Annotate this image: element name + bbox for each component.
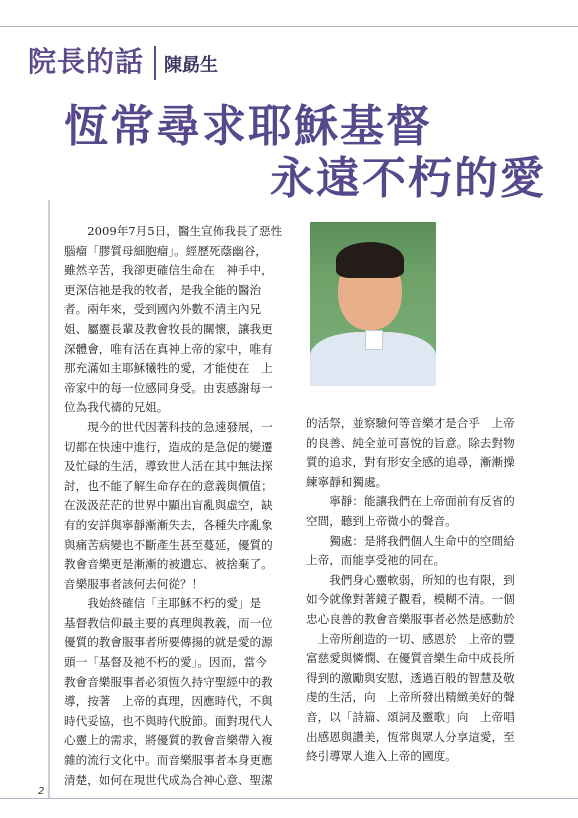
bottom-rule xyxy=(0,798,578,799)
header-divider xyxy=(154,46,156,80)
text-line: 得到的激勵與安慰，透過百般的智慧及敬 xyxy=(306,670,515,685)
text-line: 音樂服事者該何去何從？！ xyxy=(64,576,204,591)
paragraph-5 xyxy=(306,492,530,531)
article-title-line-1: 恆常尋求耶穌基督 xyxy=(64,101,432,152)
text-line: 富慈愛與憐憫、在優質音樂生命中成長所 xyxy=(306,651,515,666)
paragraph-1 xyxy=(64,222,292,418)
text-line: 更深信祂是我的牧者，是我全能的醫治 xyxy=(64,282,262,297)
text-line: 2009年7月5日，醫生宣佈我長了惡性 xyxy=(87,224,283,238)
article-column-right xyxy=(306,414,530,767)
text-line: 討，也不能了解生命存在的意義與價值； xyxy=(64,478,273,493)
text-line: 導，按著 上帝的真理，因應時代，不與 xyxy=(64,694,273,709)
text-line: 有的安詳與寧靜漸漸失去，各種失序亂象 xyxy=(64,517,273,532)
paragraph-4 xyxy=(306,414,530,492)
text-line: 教會音樂服事者必須恆久持守聖經中的教 xyxy=(64,674,273,689)
text-line: 我始終確信「主耶穌不朽的愛」是 xyxy=(87,596,262,611)
text-line: 基督教信仰最主要的真理與教義，而一位 xyxy=(64,615,273,630)
text-line: 寧靜：能讓我們在上帝面前有反省的 xyxy=(329,494,515,509)
text-line: 心靈上的需求，將優質的教會音樂帶入複 xyxy=(64,733,273,748)
text-line: 雖然辛苦，我卻更確信生命在 神手中， xyxy=(64,263,273,278)
text-line: 音，以「詩篇、頌詞及靈歌」向 上帝唱 xyxy=(306,709,515,724)
article-column-left xyxy=(64,222,292,790)
text-line: 的良善、純全並可喜悅的旨意。除去對物 xyxy=(306,435,515,450)
paragraph-6 xyxy=(306,532,530,571)
paragraph-3 xyxy=(64,594,292,790)
text-line: 在汲汲茫茫的世界中顯出盲亂與虛空，缺 xyxy=(64,498,273,513)
text-line: 空間，聽到上帝微小的聲音。 xyxy=(306,513,457,528)
text-line: 獨處：是將我們個人生命中的空間給 xyxy=(329,533,515,548)
text-line: 與痛苦病變也不斷產生甚至蔓延，優質的 xyxy=(64,537,273,552)
text-line: 終引導眾人進入上帝的國度。 xyxy=(306,749,457,764)
text-line: 上帝，而能享受祂的同在。 xyxy=(306,553,446,568)
text-line: 教會音樂更是漸漸的被遺忘、被捨棄了。 xyxy=(64,557,273,572)
page-header xyxy=(28,40,218,80)
text-line: 頭一「基督及祂不朽的愛」。因而，當今 xyxy=(64,655,267,670)
text-line: 清楚，如何在現世代成為合神心意、聖潔 xyxy=(64,772,273,787)
text-line: 如今就像對著鏡子觀看，模糊不清。一個 xyxy=(306,592,515,607)
text-line: 時代妥協，也不與時代脫節。面對現代人 xyxy=(64,713,273,728)
text-line: 現今的世代因著科技的急速發展，一 xyxy=(87,419,273,434)
text-line: 者。兩年來，受到國內外數不清主內兄 xyxy=(64,302,262,317)
text-line: 優質的教會服事者所要傳揚的就是愛的源 xyxy=(64,635,273,650)
text-line: 我們身心靈軟弱，所知的也有限，到 xyxy=(329,572,515,587)
text-line: 練寧靜和獨處。 xyxy=(306,474,388,489)
text-line: 的活祭，並察驗何等音樂才是合乎 上帝 xyxy=(306,416,515,430)
paragraph-2 xyxy=(64,418,292,594)
author-name: 陳勗生 xyxy=(164,55,219,76)
page-number: 2 xyxy=(38,786,45,797)
left-margin-rule xyxy=(48,200,50,798)
text-line: 切都在快速中進行，造成的是急促的變遷 xyxy=(64,439,273,454)
text-line: 帝家中的每一位感同身受。由衷感謝每一 xyxy=(64,380,273,395)
text-line: 那充滿如主耶穌犧牲的愛，才能使在 上 xyxy=(64,361,273,376)
text-line: 出感恩與讚美，恆常與眾人分享這愛，至 xyxy=(306,729,515,744)
top-rule xyxy=(0,26,578,27)
section-title: 院長的話 xyxy=(28,45,145,78)
article-title-line-2: 永遠不朽的愛 xyxy=(270,153,546,204)
paragraph-7 xyxy=(306,571,530,767)
text-line: 姐、屬靈長輩及教會牧長的關懷，讓我更 xyxy=(64,321,273,336)
text-line: 忠心良善的教會音樂服事者必然是感動於 xyxy=(306,611,515,626)
text-line: 雜的流行文化中。而音樂服事者本身更應 xyxy=(64,753,273,768)
text-line: 質的追求，對有形安全感的追尋，漸漸操 xyxy=(306,455,515,470)
text-line: 腦瘤「膠質母細胞瘤」。經歷死蔭幽谷， xyxy=(64,243,267,258)
text-line: 虔的生活，向 上帝所發出精緻美好的聲 xyxy=(306,690,515,705)
text-line: 深體會，唯有活在真神上帝的家中，唯有 xyxy=(64,341,273,356)
text-line: 位為我代禱的兄姐。 xyxy=(64,400,169,415)
portrait-photo xyxy=(310,222,436,386)
text-line: 及忙碌的生活，導致世人活在其中無法探 xyxy=(64,459,273,474)
text-line: 上帝所創造的一切、感恩於 上帝的豐 xyxy=(306,631,515,646)
